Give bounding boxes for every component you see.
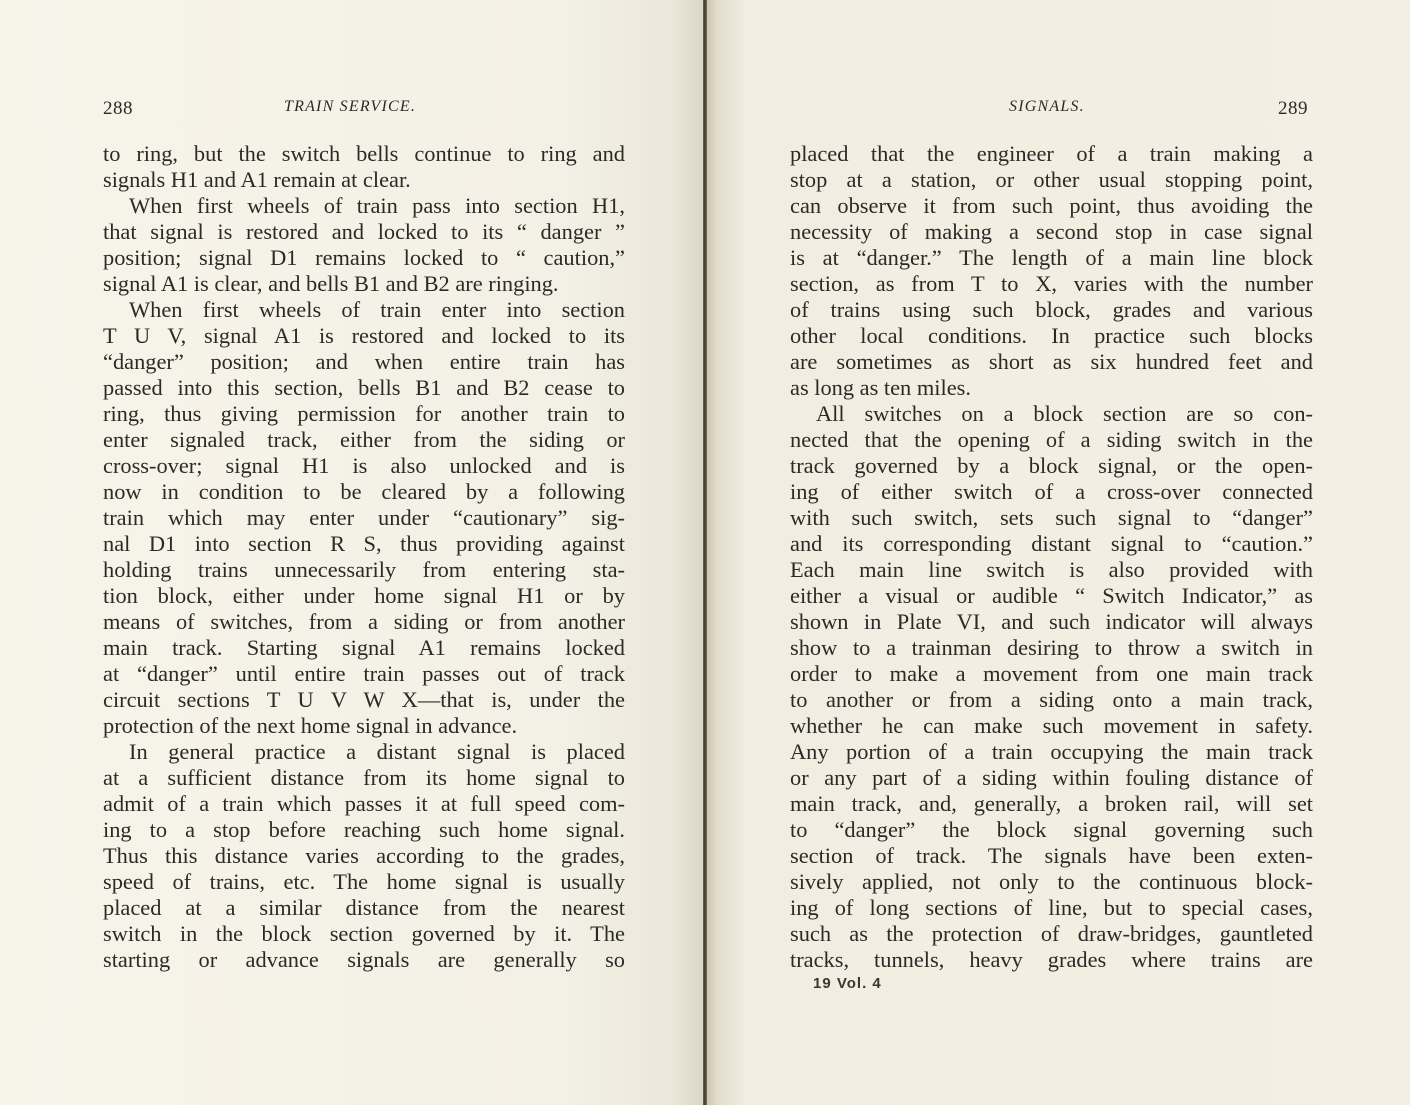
text-line: either a visual or audible “ Switch Indicator,” as (790, 583, 1313, 608)
text-line: signal A1 is clear, and bells B1 and B2 are ringing. (103, 271, 559, 296)
text-line: as long as ten miles. (790, 375, 971, 400)
book-gutter (703, 0, 707, 1105)
text-line: track governed by a block signal, or the open- (790, 453, 1313, 478)
text-line: ing to a stop before reaching such home signal. (103, 817, 625, 842)
running-head-right (790, 98, 1308, 122)
text-line: circuit sections T U V W X—that is, under the (103, 687, 625, 712)
text-line: or any part of a siding within fouling distance of (790, 765, 1313, 790)
text-line: switch in the block section governed by it. The (103, 921, 625, 946)
text-line: that signal is restored and locked to its “ danger ” (103, 219, 625, 244)
running-head-title: SIGNALS. (1009, 98, 1085, 115)
text-line: to ring, but the switch bells continue to ring and (103, 141, 625, 166)
text-line: All switches on a block section are so con- (816, 401, 1313, 426)
text-line: and its corresponding distant signal to “caution.” (790, 531, 1313, 556)
text-line: of trains using such block, grades and various (790, 297, 1313, 322)
text-line: starting or advance signals are generally so (103, 947, 625, 972)
text-line: at a sufficient distance from its home signal to (103, 765, 625, 790)
text-line: position; signal D1 remains locked to “ caution,” (103, 245, 625, 270)
text-line: order to make a movement from one main track (790, 661, 1313, 686)
text-line: now in condition to be cleared by a following (103, 479, 625, 504)
text-line: sively applied, not only to the continuous block- (790, 869, 1313, 894)
running-head-title: TRAIN SERVICE. (284, 98, 417, 115)
page-number: 288 (103, 98, 133, 119)
text-line: ring, thus giving permission for another train to (103, 401, 625, 426)
left-text-column (103, 141, 625, 973)
text-line: passed into this section, bells B1 and B2 cease to (103, 375, 625, 400)
text-line: such as the protection of draw-bridges, gauntleted (790, 921, 1313, 946)
text-line: necessity of making a second stop in case signal (790, 219, 1313, 244)
text-line: shown in Plate VI, and such indicator will always (790, 609, 1313, 634)
page-number: 289 (1278, 98, 1308, 119)
running-head-left (103, 98, 625, 122)
text-line: main track, and, generally, a broken rail, will set (790, 791, 1313, 816)
text-line: admit of a train which passes it at full speed com- (103, 791, 625, 816)
text-line: In general practice a distant signal is placed (129, 739, 625, 764)
text-line: nal D1 into section R S, thus providing against (103, 531, 625, 556)
text-line: whether he can make such movement in safety. (790, 713, 1313, 738)
text-line: ing of long sections of line, but to special cases, (790, 895, 1313, 920)
text-line: is at “danger.” The length of a main line block (790, 245, 1313, 270)
text-line: section, as from T to X, varies with the number (790, 271, 1313, 296)
text-line: main track. Starting signal A1 remains locked (103, 635, 625, 660)
text-line: ing of either switch of a cross-over connected (790, 479, 1313, 504)
text-line: When first wheels of train pass into section H1, (129, 193, 625, 218)
text-line: When first wheels of train enter into section (129, 297, 625, 322)
text-line: cross-over; signal H1 is also unlocked and is (103, 453, 625, 478)
text-line: stop at a station, or other usual stopping point, (790, 167, 1313, 192)
text-line: tracks, tunnels, heavy grades where trains are (790, 947, 1313, 972)
text-line: at “danger” until entire train passes out of track (103, 661, 625, 686)
text-line: speed of trains, etc. The home signal is usually (103, 869, 625, 894)
right-page (706, 0, 1410, 1105)
text-line: train which may enter under “cautionary” sig- (103, 505, 625, 530)
text-line: with such switch, sets such signal to “danger” (790, 505, 1313, 530)
text-line: Thus this distance varies according to the grades, (103, 843, 625, 868)
text-line: “danger” position; and when entire train has (103, 349, 625, 374)
text-line: means of switches, from a siding or from another (103, 609, 625, 634)
right-text-column (790, 141, 1313, 973)
text-line: protection of the next home signal in advance. (103, 713, 518, 738)
text-line: holding trains unnecessarily from entering sta- (103, 557, 625, 582)
text-line: can observe it from such point, thus avoiding the (790, 193, 1313, 218)
text-line: tion block, either under home signal H1 or by (103, 583, 625, 608)
text-line: are sometimes as short as six hundred feet and (790, 349, 1313, 374)
text-line: placed that the engineer of a train making a (790, 141, 1313, 166)
text-line: Any portion of a train occupying the main track (790, 739, 1313, 764)
text-line: Each main line switch is also provided with (790, 557, 1313, 582)
text-line: T U V, signal A1 is restored and locked to its (103, 323, 625, 348)
text-line: enter signaled track, either from the siding or (103, 427, 625, 452)
text-line: to another or from a siding onto a main track, (790, 687, 1313, 712)
text-line: placed at a similar distance from the nearest (103, 895, 625, 920)
text-line: nected that the opening of a siding switch in the (790, 427, 1313, 452)
text-line: to “danger” the block signal governing such (790, 817, 1313, 842)
text-line: other local conditions. In practice such blocks (790, 323, 1313, 348)
text-line: section of track. The signals have been exten- (790, 843, 1313, 868)
text-line: show to a trainman desiring to throw a switch in (790, 635, 1313, 660)
signature-mark: 19 Vol. 4 (813, 975, 882, 992)
text-line: signals H1 and A1 remain at clear. (103, 167, 411, 192)
